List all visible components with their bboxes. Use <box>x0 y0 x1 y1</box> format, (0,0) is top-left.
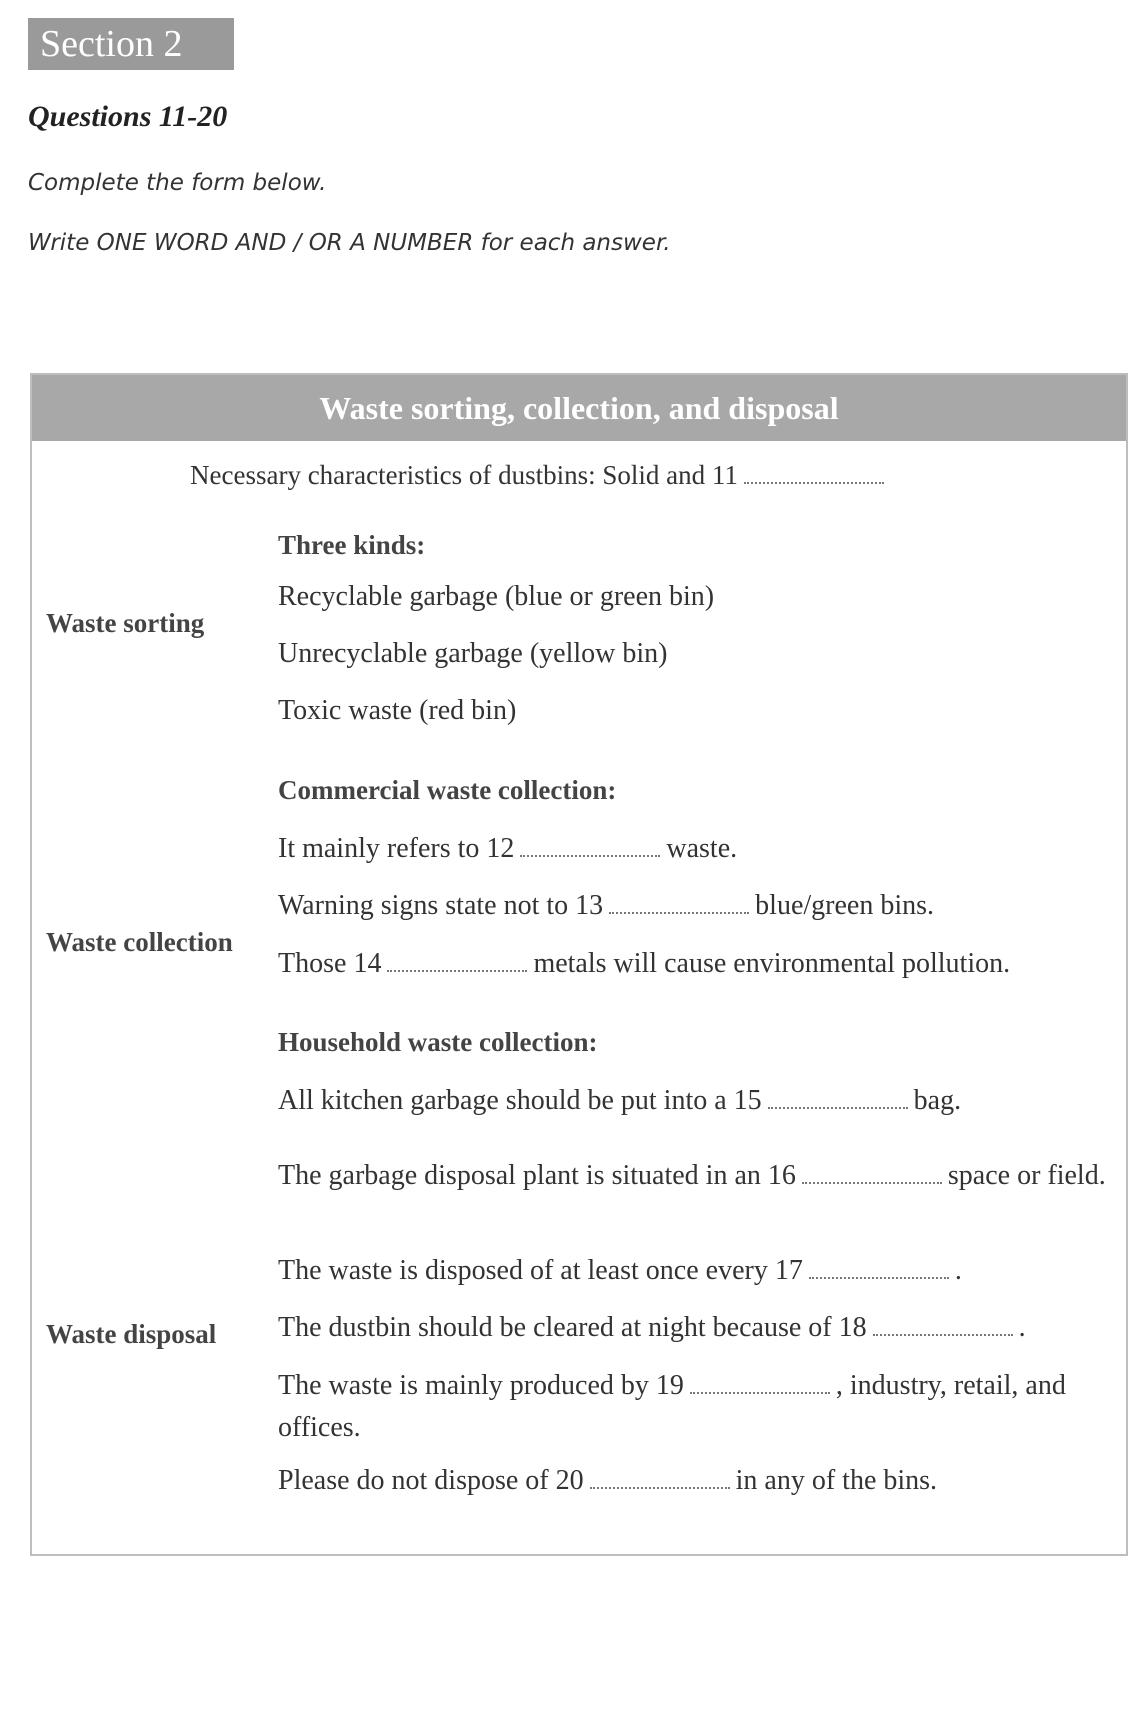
question-20-post: in any of the bins. <box>735 1465 938 1496</box>
question-17-post: . <box>954 1255 962 1286</box>
list-item-toxic: Toxic waste (red bin) <box>278 695 517 726</box>
question-16-line <box>278 1155 1118 1197</box>
question-17-line <box>278 1255 962 1287</box>
question-number-13: 13 <box>575 890 604 921</box>
answer-blank-14[interactable] <box>387 950 527 972</box>
question-14-post: metals will cause environmental pollution. <box>533 948 1011 979</box>
heading-household-collection: Household waste collection: <box>278 1027 598 1057</box>
instruction-word-limit-post: for each answer. <box>480 230 671 256</box>
instruction-complete-form: Complete the form below. <box>28 170 327 196</box>
question-number-16: 16 <box>767 1160 796 1191</box>
form-box <box>30 373 1128 1556</box>
answer-blank-11[interactable] <box>744 462 884 484</box>
question-17-pre: The waste is disposed of at least once every <box>278 1255 768 1286</box>
answer-blank-19[interactable] <box>690 1372 830 1394</box>
label-waste-collection: Waste collection <box>46 927 233 957</box>
question-15-pre: All kitchen garbage should be put into a <box>278 1085 727 1116</box>
question-18-line <box>278 1312 1026 1344</box>
instruction-word-limit-caps: ONE WORD AND / OR A NUMBER <box>96 230 474 256</box>
intro-text: Necessary characteristics of dustbins: Solid and <box>190 460 706 490</box>
question-14-line <box>278 948 1010 980</box>
heading-three-kinds: Three kinds: <box>278 530 426 560</box>
heading-commercial-collection: Commercial waste collection: <box>278 775 617 805</box>
question-12-pre: It mainly refers to <box>278 833 480 864</box>
intro-line <box>190 460 890 491</box>
question-number-14: 14 <box>353 948 382 979</box>
question-12-post: waste. <box>666 833 738 864</box>
answer-blank-17[interactable] <box>809 1257 949 1279</box>
question-13-post: blue/green bins. <box>755 890 935 921</box>
instruction-word-limit-pre: Write <box>28 230 90 256</box>
question-number-17: 17 <box>774 1255 803 1286</box>
question-number-11: 11 <box>711 460 738 490</box>
question-12-line <box>278 833 737 865</box>
question-15-post: bag. <box>913 1085 962 1116</box>
question-number-15: 15 <box>733 1085 762 1116</box>
question-18-post: . <box>1018 1312 1026 1343</box>
question-13-pre: Warning signs state not to <box>278 890 569 921</box>
answer-blank-18[interactable] <box>873 1314 1013 1336</box>
question-19-line <box>278 1365 1118 1449</box>
question-number-18: 18 <box>838 1312 867 1343</box>
question-18-pre: The dustbin should be cleared at night because of <box>278 1312 832 1343</box>
instruction-word-limit <box>28 230 671 256</box>
label-waste-sorting: Waste sorting <box>46 608 205 638</box>
section-badge: Section 2 <box>28 18 234 70</box>
answer-blank-20[interactable] <box>590 1467 730 1489</box>
answer-blank-16[interactable] <box>802 1162 942 1184</box>
question-16-pre: The garbage disposal plant is situated in an <box>278 1160 761 1191</box>
question-19-post: , industry, retail, and offices. <box>278 1370 1066 1443</box>
form-title: Waste sorting, collection, and disposal <box>32 375 1126 441</box>
question-16-post: space or field. <box>947 1160 1106 1191</box>
question-number-12: 12 <box>486 833 515 864</box>
question-number-19: 19 <box>655 1370 684 1401</box>
question-number-20: 20 <box>555 1465 584 1496</box>
questions-title: Questions 11-20 <box>28 100 228 133</box>
answer-blank-15[interactable] <box>768 1087 908 1109</box>
question-15-line <box>278 1085 961 1117</box>
question-14-pre: Those <box>278 948 347 979</box>
answer-blank-12[interactable] <box>520 835 660 857</box>
question-19-pre: The waste is mainly produced by <box>278 1370 649 1401</box>
label-waste-disposal: Waste disposal <box>46 1319 217 1349</box>
list-item-recyclable: Recyclable garbage (blue or green bin) <box>278 581 715 612</box>
answer-blank-13[interactable] <box>609 892 749 914</box>
question-20-line <box>278 1465 937 1497</box>
list-item-unrecyclable: Unrecyclable garbage (yellow bin) <box>278 638 668 669</box>
question-20-pre: Please do not dispose of <box>278 1465 549 1496</box>
question-13-line <box>278 890 934 922</box>
